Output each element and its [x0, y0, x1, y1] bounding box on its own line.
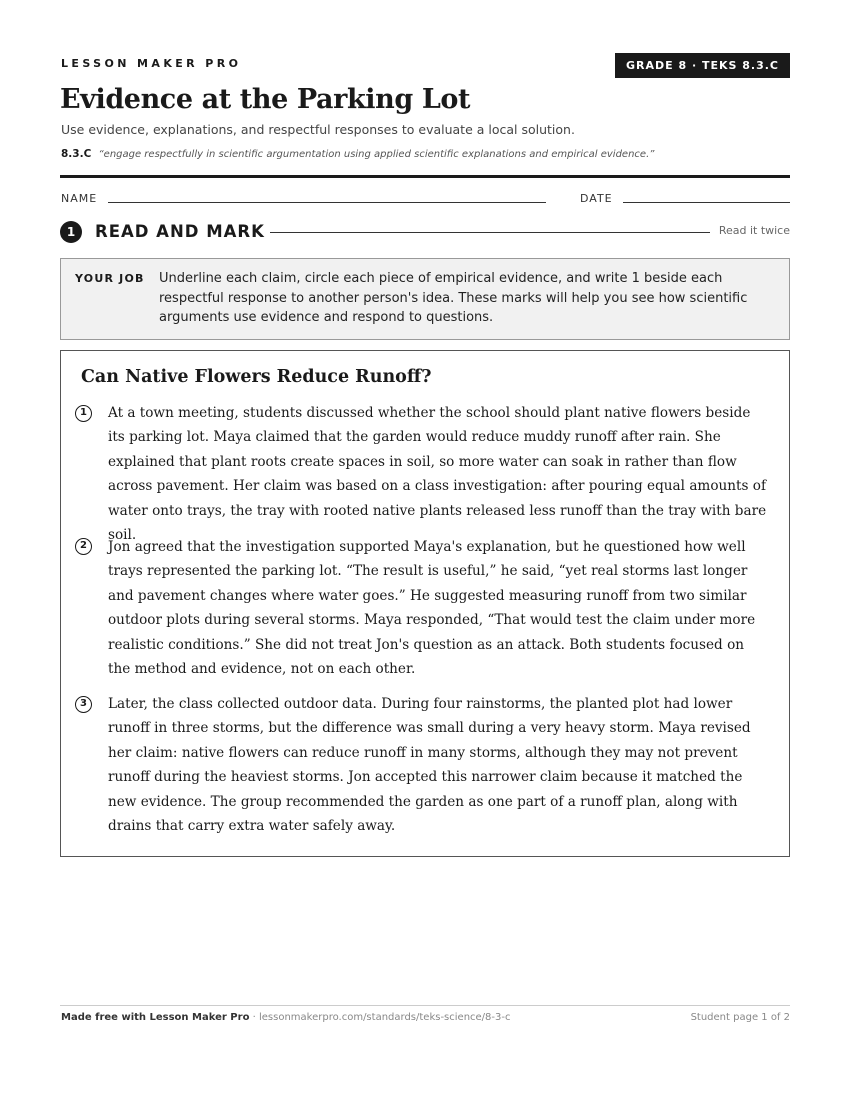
header-divider — [60, 175, 790, 178]
section-note: Read it twice — [718, 224, 790, 237]
footer-url[interactable]: · lessonmakerpro.com/standards/teks-science/8-3-c — [249, 1012, 511, 1023]
paragraph-number: 1 — [75, 405, 92, 422]
footer-made-with: Made free with Lesson Maker Pro — [61, 1012, 250, 1023]
name-field[interactable] — [108, 202, 546, 203]
paragraph: Jon agreed that the investigation supported Maya's explanation, but he questioned how well trays represented the parking lot. “The result is useful,” he said, “yet real storms last longer and pavement changes where water goes.” He suggested measuring runoff from two similar outdoor plots during several storms. Maya responded, “That would test the claim under more realistic conditions.” She did not treat Jon's question as an attack. Both students focused on the method and evidence, not on each other. — [108, 539, 756, 678]
footer-divider — [60, 1005, 790, 1006]
page-title: Evidence at the Parking Lot — [60, 84, 471, 115]
instructions-text: Underline each claim, circle each piece of empirical evidence, and write 1 beside each respectful response to another person's idea. These marks will help you see how scientific arguments use evidence and respond to questions. — [159, 271, 748, 325]
paragraph: At a town meeting, students discussed whether the school should plant native flowers beside its parking lot. Maya claimed that the garden would reduce muddy runoff after rain. She explained that plant roots create spaces in soil, so more water can soak in rather than flow across pavement. Her claim was based on a class investigation: after pouring equal amounts of water onto trays, the tray with rooted native plants released less runoff than the tray with bare soil. — [108, 405, 767, 544]
date-label: DATE — [580, 192, 613, 205]
page-number: Student page 1 of 2 — [690, 1012, 790, 1023]
passage-title: Can Native Flowers Reduce Runoff? — [81, 367, 432, 387]
paragraph-number: 3 — [75, 696, 92, 713]
instructions-label: YOUR JOB — [75, 272, 145, 285]
standard-line — [61, 148, 654, 160]
grade-badge: GRADE 8 · TEKS 8.3.C — [615, 53, 790, 78]
instructions-box — [60, 258, 790, 340]
name-label: NAME — [61, 192, 98, 205]
section-header — [60, 221, 790, 243]
section-divider — [270, 232, 710, 233]
page-subtitle: Use evidence, explanations, and respectful responses to evaluate a local solution. — [61, 122, 575, 137]
footer-credit — [61, 1012, 511, 1023]
paragraph: Later, the class collected outdoor data. During four rainstorms, the planted plot had lower runoff in three storms, but the difference was small during a very heavy storm. Maya revised her claim: native flowers can reduce runoff in many storms, although they may not prevent runoff during the heaviest storms. Jon accepted this narrower claim because it matched the new evidence. The group recommended the garden as one part of a runoff plan, along with drains that carry extra water safely away. — [108, 696, 751, 835]
paragraph-number: 2 — [75, 538, 92, 555]
standard-code: 8.3.C — [61, 148, 92, 160]
brand-name: LESSON MAKER PRO — [61, 57, 242, 70]
date-field[interactable] — [623, 202, 790, 203]
section-title: READ AND MARK — [95, 222, 265, 241]
step-number: 1 — [60, 221, 82, 243]
reading-passage — [60, 350, 790, 857]
standard-text: “engage respectfully in scientific argumentation using applied scientific explanations and empirical evidence.” — [98, 149, 655, 160]
